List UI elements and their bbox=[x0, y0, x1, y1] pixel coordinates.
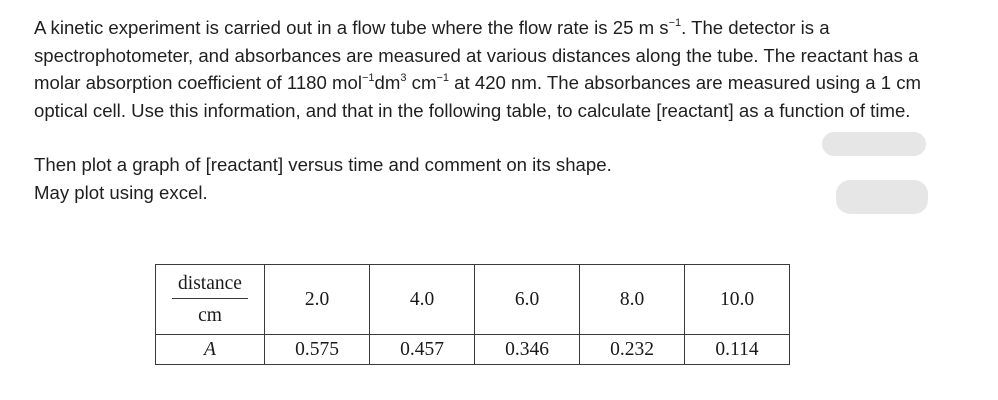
distance-cell: 6.0 bbox=[475, 265, 580, 335]
plot-instruction: Then plot a graph of [reactant] versus time and comment on its shape. bbox=[34, 154, 612, 176]
distance-fraction bbox=[172, 273, 248, 327]
absorbance-header: A bbox=[156, 335, 265, 365]
absorbance-cell: 0.457 bbox=[370, 335, 475, 365]
blurred-mark bbox=[836, 180, 928, 214]
distance-cell: 2.0 bbox=[265, 265, 370, 335]
table-row bbox=[156, 265, 790, 335]
table-row bbox=[156, 335, 790, 365]
absorbance-cell: 0.575 bbox=[265, 335, 370, 365]
data-table bbox=[155, 264, 790, 365]
distance-cell: 10.0 bbox=[685, 265, 790, 335]
excel-note: May plot using excel. bbox=[34, 181, 208, 203]
blurred-mark bbox=[822, 132, 926, 156]
distance-header bbox=[156, 265, 265, 335]
absorbance-cell: 0.346 bbox=[475, 335, 580, 365]
absorbance-cell: 0.114 bbox=[685, 335, 790, 365]
absorbance-cell: 0.232 bbox=[580, 335, 685, 365]
question-text bbox=[34, 14, 964, 207]
distance-cell: 4.0 bbox=[370, 265, 475, 335]
distance-unit: cm bbox=[198, 304, 222, 326]
question-paragraph: A kinetic experiment is carried out in a flow tube where the flow rate is 25 m $s^{-1}$. The detector is a spectrophotometer, and absorbances are measured at various distances along the tube. The reactant has a molar absorption coefficient of 1180 $mol^{-1}dm^3$ $cm^{-1}$ at 420 nm. The absorbances are measured using a 1 cm optical cell. Use this information, and that in the following table, to calculate [reactant] as a function of time. bbox=[34, 16, 922, 121]
distance-cell: 8.0 bbox=[580, 265, 685, 335]
distance-label: distance bbox=[172, 273, 248, 299]
